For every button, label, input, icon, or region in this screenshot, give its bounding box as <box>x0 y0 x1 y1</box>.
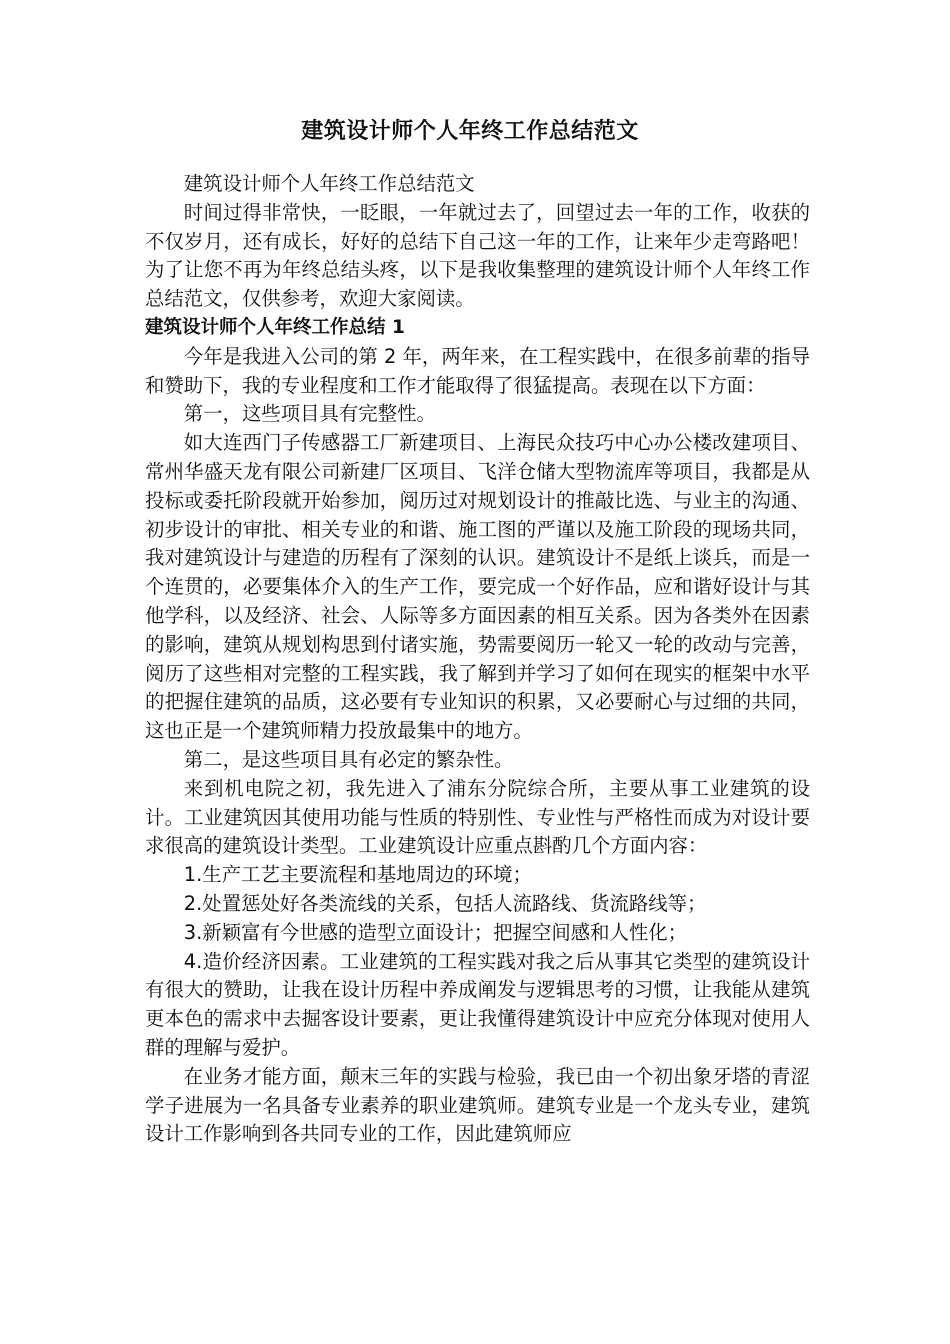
section-heading: 建筑设计师个人年终工作总结 1 <box>145 316 405 338</box>
list-item: 4.造价经济因素。工业建筑的工程实践对我之后从事其它类型的建筑设计有很大的赞助，让我在设计历程中养成阐发与逻辑思考的习惯，让我能从建筑更本色的需求中去掘客设计要素，更让我懂得建筑设计中应充分体现对使用人群的理解与爱护。 <box>145 949 810 1059</box>
list-item: 3.新颖富有今世感的造型立面设计；把握空间感和人性化； <box>183 920 688 944</box>
document-page <box>145 112 810 1149</box>
list-item: 1.生产工艺主要流程和基地周边的环境； <box>183 863 532 887</box>
subtitle-paragraph: 建筑设计师个人年终工作总结范文 <box>183 172 475 195</box>
body-paragraph: 第一，这些项目具有完整性。 <box>183 402 436 426</box>
body-paragraph: 在业务才能方面，颠末三年的实践与检验，我已由一个初出象牙塔的青涩学子进展为一名具备专业素养的职业建筑师。建筑专业是一个龙头专业，建筑设计工作影响到各共同专业的工作，因此建筑师应 <box>145 1064 810 1146</box>
body-paragraph: 来到机电院之初，我先进入了浦东分院综合所，主要从事工业建筑的设计。工业建筑因其使用功能与性质的特别性、专业性与严格性而成为对设计要求很高的建筑设计类型。工业建筑设计应重点斟酌几个方面内容： <box>145 776 810 858</box>
body-paragraph: 今年是我进入公司的第 2 年，两年来，在工程实践中，在很多前辈的指导和赞助下，我的专业程度和工作才能取得了很猛提高。表现在以下方面： <box>145 344 810 397</box>
document-title: 建筑设计师个人年终工作总结范文 <box>301 119 639 144</box>
intro-paragraph: 时间过得非常快，一眨眼，一年就过去了，回望过去一年的工作，收获的不仅岁月，还有成长，好好的总结下自己这一年的工作，让来年少走弯路吧！为了让您不再为年终总结头疼，以下是我收集整理的建筑设计师个人年终工作总结范文，仅供参考，欢迎大家阅读。 <box>145 200 810 311</box>
body-paragraph: 第二，是这些项目具有必定的繁杂性。 <box>183 747 514 771</box>
body-paragraph: 如大连西门子传感器工厂新建项目、上海民众技巧中心办公楼改建项目、常州华盛天龙有限公司新建厂区项目、飞洋仓储大型物流库等项目，我都是从投标或委托阶段就开始参加，阅历过对规划设计的推敲比选、与业主的沟通、初步设计的审批、相关专业的和谐、施工图的严谨以及施工阶段的现场共同，我对建筑设计与建造的历程有了深刻的认识。建筑设计不是纸上谈兵，而是一个连贯的，必要集体介入的生产工作，要完成一个好作品，应和谐好设计与其他学科，以及经济、社会、人际等多方面因素的相互关系。因为各类外在因素的影响，建筑从规划构思到付诸实施，势需要阅历一轮又一轮的改动与完善，阅历了这些相对完整的工程实践，我了解到并学习了如何在现实的框架中水平的把握住建筑的品质，这必要有专业知识的积累，又必要耐心与过细的共同，这也正是一个建筑师精力投放最集中的地方。 <box>145 431 810 743</box>
list-item: 2.处置惩处好各类流线的关系，包括人流路线、货流路线等； <box>183 891 707 915</box>
